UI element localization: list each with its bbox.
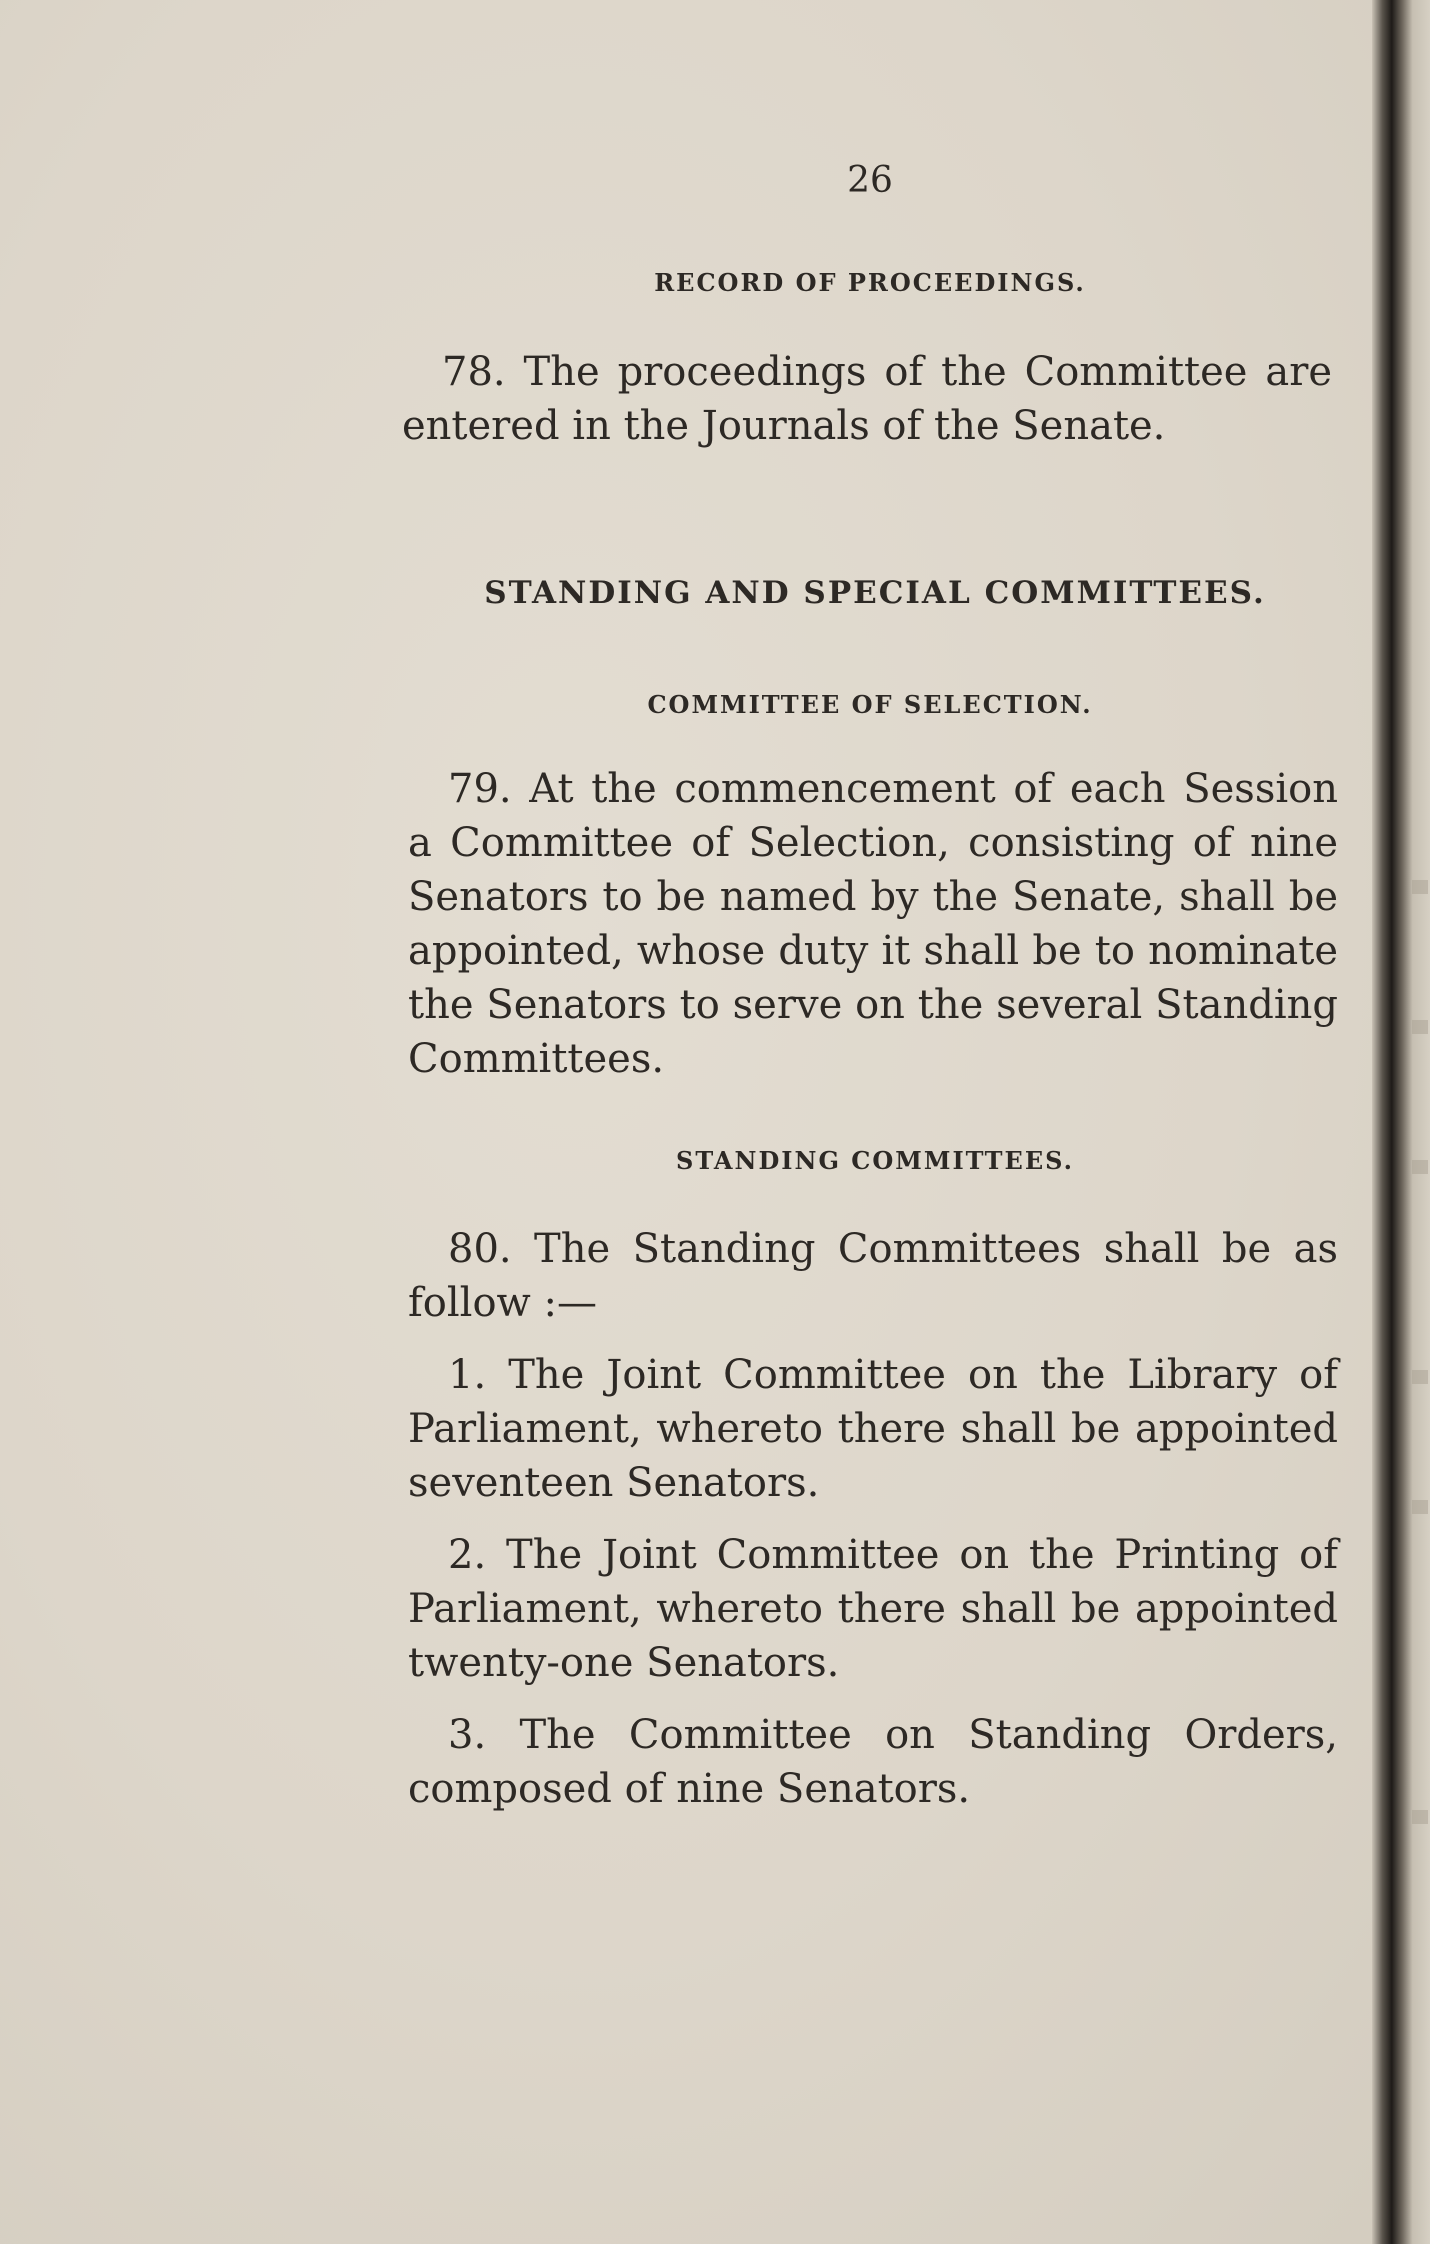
page-number: 26 <box>847 160 893 201</box>
standing-and-special-committees-heading: STANDING AND SPECIAL COMMITTEES. <box>484 575 1266 611</box>
book-spine-gutter <box>1372 0 1430 2244</box>
list-item-1: 1. The Joint Committee on the Library of Parliament, whereto there shall be appointed seventeen Senators. <box>408 1352 1338 1506</box>
paragraph-80: 80. The Standing Committees shall be as follow :— <box>408 1226 1338 1326</box>
facing-page-edge-mark <box>1412 1370 1428 1384</box>
facing-page-edge-mark <box>1412 1160 1428 1174</box>
standing-committees-heading: STANDING COMMITTEES. <box>676 1146 1074 1175</box>
facing-page-edge-mark <box>1412 1500 1428 1514</box>
paragraph-78: 78. The proceedings of the Committee are entered in the Journals of the Senate. <box>402 349 1332 449</box>
list-item-3: 3. The Committee on Standing Orders, composed of nine Senators. <box>408 1712 1338 1812</box>
paragraph-79: 79. At the commencement of each Session a Committee of Selection, consisting of nine Senators to be named by the Senate, shall be appointed, whose duty it shall be to nominate the Senators to serve on the several Standing Committees. <box>408 766 1338 1082</box>
facing-page-edge-mark <box>1412 1810 1428 1824</box>
list-item-2: 2. The Joint Committee on the Printing of Parliament, whereto there shall be appointed twenty-one Senators. <box>408 1532 1338 1686</box>
facing-page-edge-mark <box>1412 880 1428 894</box>
committee-of-selection-heading: COMMITTEE OF SELECTION. <box>647 690 1093 719</box>
record-of-proceedings-heading: RECORD OF PROCEEDINGS. <box>654 268 1086 297</box>
facing-page-edge-mark <box>1412 1020 1428 1034</box>
